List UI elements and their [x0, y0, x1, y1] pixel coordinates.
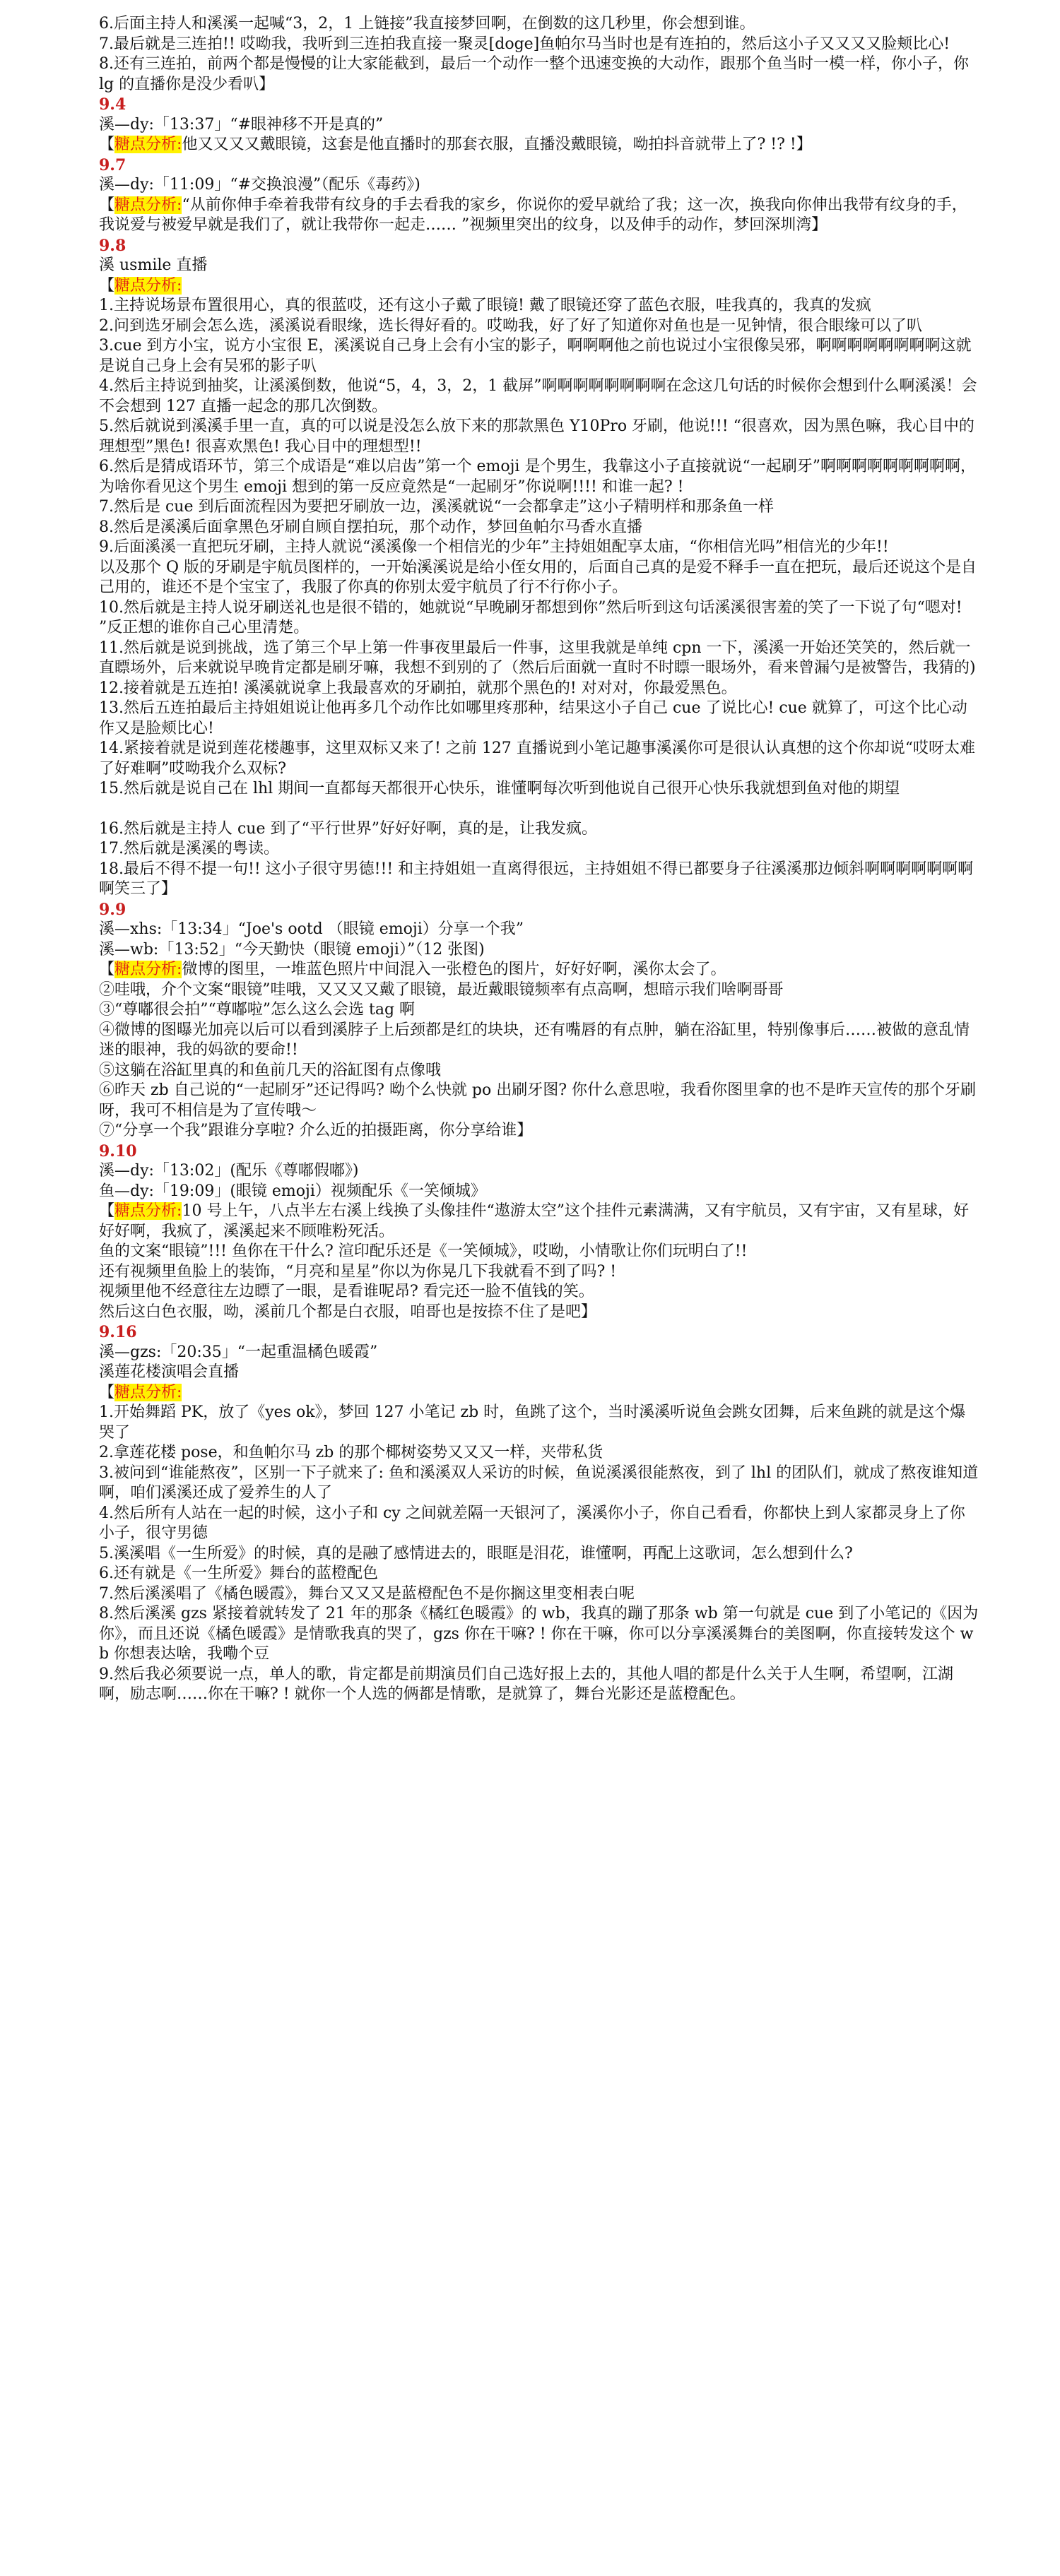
- analysis-label-colon: :: [177, 136, 182, 153]
- paragraph: 3.cue 到方小宝，说方小宝很 E，溪溪说自己身上会有小宝的影子，啊啊啊他之前也说过小宝很像吴邪，啊啊啊啊啊啊啊啊这就是说自己身上会有吴邪的影子叭: [99, 337, 972, 375]
- paragraph: ④微博的图曝光加亮以后可以看到溪脖子上后颈都是红的块块，还有嘴唇的有点肿，躺在浴缸里，特别像事后……被做的意乱情迷的眼神，我的妈欲的要命!!: [99, 1021, 970, 1059]
- paragraph: 18.最后不得不提一句!! 这小子很守男德!!! 和主持姐姐一直离得很远，主持姐姐不得已都要身子往溪溪那边倾斜啊啊啊啊啊啊啊啊笑三了】: [99, 860, 974, 898]
- analysis-label-colon: :: [177, 961, 182, 978]
- paragraph: 1.开始舞蹈 PK，放了《yes ok》，梦回 127 小笔记 zb 时，鱼跳了这个，当时溪溪听说鱼会跳女团舞，后来鱼跳的就是这个爆哭了: [99, 1403, 966, 1442]
- paragraph: 3.被问到“谁能熬夜”，区别一下子就来了: 鱼和溪溪双人采访的时候，鱼说溪溪很能熬夜，到了 lhl 的团队们，就成了熬夜谁知道啊，咱们溪溪还成了爱养生的人了: [99, 1464, 979, 1502]
- paragraph: 溪—xhs:「13:34」“Joe's ootd （眼镜 emoji）分享一个我”: [99, 920, 524, 938]
- paragraph: 6.后面主持人和溪溪一起喊“3，2，1 上链接”我直接梦回啊，在倒数的这几秒里，你会想到谁。: [99, 15, 755, 32]
- paragraph: 4.然后所有人站在一起的时候，这小子和 cy 之间就差隔一天银河了，溪溪你小子，你自己看看，你都快上到人家都灵身上了你小子，很守男德: [99, 1504, 965, 1542]
- paragraph: 6.还有就是《一生所爱》舞台的蓝橙配色: [99, 1565, 378, 1582]
- analysis-paragraph: [99, 1201, 979, 1242]
- paragraph: 7.最后就是三连拍!! 哎呦我，我听到三连拍我直接一聚灵[doge]鱼帕尔马当时也是有连拍的，然后这小子又又又又脸颊比心!: [99, 35, 950, 53]
- paragraph: 9.后面溪溪一直把玩牙刷，主持人就说“溪溪像一个相信光的少年”主持姐姐配享太庙，“你相信光吗”相信光的少年!!: [99, 538, 889, 556]
- paragraph: 以及那个 Q 版的牙刷是宇航员图样的，一开始溪溪说是给小侄女用的，后面自己真的是爱不释手一直在把玩，最后还说这个是自己用的，谁还不是个宝宝了，我服了你真的你别太爱宇航员了行不行你小子。: [99, 558, 977, 596]
- bracket-open: 【: [99, 1202, 115, 1220]
- paragraph: 9.然后我必须要说一点，单人的歌，肯定都是前期演员们自己选好报上去的，其他人唱的都是什么关于人生啊，希望啊，江湖啊，励志啊……你在干嘛? ! 就你一个人选的俩都是情歌，是就算了，舞台光影还是蓝橙配色。: [99, 1665, 953, 1703]
- paragraph: 溪 usmile 直播: [99, 256, 208, 274]
- paragraph: ⑤这躺在浴缸里真的和鱼前几天的浴缸图有点像哦: [99, 1061, 442, 1079]
- paragraph: 6.然后是猜成语环节，第三个成语是“难以启齿”第一个 emoji 是个男生，我靠这小子直接就说“一起刷牙”啊啊啊啊啊啊啊啊啊，为啥你看见这个男生 emoji 想到的第一反应竟然是“一起刷牙”你说啊!!!! 和谁一起? !: [99, 458, 976, 496]
- analysis-label: 糖点分析: [114, 961, 177, 978]
- paragraph: ⑥昨天 zb 自己说的“一起刷牙”还记得吗? 呦个么快就 po 出刷牙图? 你什么意思啦，我看你图里拿的也不是昨天宣传的那个牙刷呀，我可不相信是为了宣传哦～: [99, 1081, 977, 1120]
- analysis-label: 糖点分析: [114, 1383, 177, 1401]
- date-heading: 9.8: [99, 236, 126, 255]
- paragraph: 4.然后主持说到抽奖，让溪溪倒数，他说“5，4，3，2，1 截屏”啊啊啊啊啊啊啊啊在念这几句话的时候你会想到什么啊溪溪！会不会想到 127 直播一起念的那几次倒数。: [99, 377, 977, 415]
- paragraph: 7.然后溪溪唱了《橘色暖霞》，舞台又又又是蓝橙配色不是你搁这里变相表白呢: [99, 1584, 635, 1603]
- paragraph: 1.主持说场景布置很用心，真的很蓝哎，还有这小子戴了眼镜! 戴了眼镜还穿了蓝色衣服，哇我真的，我真的发疯: [99, 297, 871, 314]
- paragraph: 溪—dy:「13:37」“#眼神移不开是真的”: [99, 115, 384, 133]
- analysis-paragraph: [99, 960, 979, 980]
- paragraph: 鱼—dy:「19:09」(眼镜 emoji）视频配乐《一笑倾城》: [99, 1182, 486, 1200]
- paragraph: 8.然后溪溪 gzs 紧接着就转发了 21 年的那条《橘红色暖霞》的 wb，我真的蹦了那条 wb 第一句就是 cue 到了小笔记的《因为你》，而且还说《橘色暖霞》是情歌我真的哭了，gzs 你在干嘛? ! 你在干嘛，你可以分享溪溪舞台的美图啊，你直接转发这个 wb 你想表达啥，我嘞个豆: [99, 1605, 979, 1663]
- analysis-paragraph: [99, 135, 979, 155]
- analysis-label: 糖点分析: [114, 136, 177, 153]
- paragraph: ⑦“分享一个我”跟谁分享啦? 介么近的拍摄距离，你分享给谁】: [99, 1122, 533, 1139]
- paragraph: 溪—gzs:「20:35」“一起重温橘色暖霞”: [99, 1343, 378, 1361]
- bracket-open: 【: [99, 961, 115, 978]
- paragraph: 5.溪溪唱《一生所爱》的时候，真的是融了感情进去的，眼眶是泪花，谁懂啊，再配上这歌词，怎么想到什么?: [99, 1544, 853, 1562]
- date-heading: 9.7: [99, 155, 126, 174]
- paragraph: 11.然后就是说到挑战，选了第三个早上第一件事夜里最后一件事，这里我就是单纯 cpn 一下，溪溪一开始还笑笑的，然后就一直瞟场外，后来就说早晚肯定都是刷牙嘛，我想不到别的了（然后后面就一直时不时瞟一眼场外，看来曾漏勺是被警告，我猜的): [99, 639, 976, 677]
- paragraph: 溪莲花楼演唱会直播: [99, 1363, 240, 1381]
- paragraph: 然后这白色衣服，呦，溪前几个都是白衣服，咱哥也是按捺不住了是吧】: [99, 1302, 597, 1321]
- analysis-label: 糖点分析: [114, 1202, 177, 1220]
- analysis-paragraph: [99, 276, 979, 297]
- paragraph: 13.然后五连拍最后主持姐姐说让他再多几个动作比如哪里疼那种，结果这小子自己 cue 了说比心! cue 就算了，可这个比心动作又是脸颊比心!: [99, 699, 967, 737]
- paragraph: 鱼的文案“眼镜”!!! 鱼你在干什么? 渲印配乐还是《一笑倾城》，哎呦，小情歌让你们玩明白了!!: [99, 1242, 748, 1260]
- date-heading: 9.16: [99, 1323, 137, 1341]
- paragraph: 2.问到选牙刷会怎么选，溪溪说看眼缘，选长得好看的。哎呦我，好了好了知道你对鱼也是一见钟情，很合眼缘可以了叭: [99, 316, 922, 335]
- analysis-label-colon: :: [177, 1383, 182, 1401]
- bracket-open: 【: [99, 1383, 115, 1401]
- bracket-open: 【: [99, 136, 115, 153]
- paragraph: 溪—wb:「13:52」“今天勤快（眼镜 emoji）”（12 张图): [99, 940, 485, 958]
- paragraph: 还有视频里鱼脸上的装饰，“月亮和星星”你以为你晃几下我就看不到了吗? !: [99, 1262, 617, 1281]
- paragraph: 视频里他不经意往左边瞟了一眼，是看谁呢昂? 看完还一脸不值钱的笑。: [99, 1283, 594, 1300]
- analysis-paragraph: [99, 196, 979, 236]
- analysis-text: 微博的图里，一堆蓝色照片中间混入一张橙色的图片，好好好啊，溪你太会了。: [182, 961, 726, 978]
- document-body: [99, 14, 979, 1705]
- paragraph: 10.然后就是主持人说牙刷送礼也是很不错的，她就说“早晚刷牙都想到你”然后听到这句话溪溪很害羞的笑了一下说了句“嗯对! ”反正想的谁你自己心里清楚。: [99, 598, 962, 636]
- paragraph: 5.然后就说到溪溪手里一直，真的可以说是没怎么放下来的那款黑色 Y10Pro 牙刷，他说!!! “很喜欢，因为黑色嘛，我心目中的理想型”黑色! 很喜欢黑色! 我心目中的理想型!!: [99, 417, 974, 456]
- date-heading: 9.9: [99, 900, 126, 919]
- analysis-label-colon: :: [177, 196, 182, 214]
- date-heading: 9.4: [99, 95, 126, 114]
- paragraph: 溪—dy:「13:02」(配乐《尊嘟假嘟》): [99, 1162, 359, 1180]
- paragraph: 16.然后就是主持人 cue 到了“平行世界”好好好啊，真的是，让我发疯。: [99, 819, 597, 838]
- paragraph: 15.然后就是说自己在 lhl 期间一直都每天都很开心快乐，谁懂啊每次听到他说自己很开心快乐我就想到鱼对他的期望: [99, 780, 900, 797]
- analysis-label-colon: :: [177, 1202, 182, 1220]
- date-heading: 9.10: [99, 1141, 137, 1161]
- analysis-label: 糖点分析: [114, 276, 177, 295]
- analysis-text: 他又又又又戴眼镜，这套是他直播时的那套衣服，直播没戴眼镜，呦拍抖音就带上了? !? !】: [182, 136, 812, 153]
- paragraph: 2.拿莲花楼 pose，和鱼帕尔马 zb 的那个椰树姿势又又又一样，夹带私货: [99, 1444, 603, 1461]
- analysis-paragraph: [99, 1383, 979, 1403]
- paragraph: ②哇哦，介个文案“眼镜”哇哦，又又又又戴了眼镜，最近戴眼镜频率有点高啊，想暗示我们啥啊哥哥: [99, 980, 784, 999]
- paragraph-gap: [99, 800, 979, 819]
- analysis-label-colon: :: [177, 276, 182, 295]
- bracket-open: 【: [99, 196, 115, 214]
- paragraph: ③“尊嘟很会拍”“尊嘟啦”怎么这么会选 tag 啊: [99, 1001, 416, 1019]
- paragraph: 7.然后是 cue 到后面流程因为要把牙刷放一边，溪溪就说“一会都拿走”这小子精明样和那条鱼一样: [99, 498, 774, 516]
- paragraph: 17.然后就是溪溪的粤读。: [99, 840, 279, 857]
- paragraph: 溪—dy:「11:09」“#交换浪漫”（配乐《毒药》): [99, 176, 420, 194]
- analysis-label: 糖点分析: [114, 196, 177, 214]
- paragraph: 12.接着就是五连拍! 溪溪就说拿上我最喜欢的牙刷拍，就那个黑色的! 对对对，你最爱黑色。: [99, 679, 737, 697]
- paragraph: 8.然后是溪溪后面拿黑色牙刷自顾自摆拍玩，那个动作，梦回鱼帕尔马香水直播: [99, 518, 642, 536]
- analysis-text: 10 号上午，八点半左右溪上线换了头像挂件“遨游太空”这个挂件元素满满，又有宇航员，又有宇宙，又有星球，好好好啊，我疯了，溪溪起来不顾唯粉死活。: [99, 1202, 969, 1240]
- paragraph: 8.还有三连拍，前两个都是慢慢的让大家能截到，最后一个动作一整个迅速变换的大动作，跟那个鱼当时一模一样，你小子，你 lg 的直播你是没少看叭】: [99, 55, 969, 93]
- bracket-open: 【: [99, 276, 115, 295]
- paragraph: 14.紧接着就是说到莲花楼趣事，这里双标又来了! 之前 127 直播说到小笔记趣事溪溪你可是很认认真想的这个你却说“哎呀太难了好难啊”哎呦我介么双标?: [99, 740, 976, 778]
- analysis-text: “从前你伸手牵着我带有纹身的手去看我的家乡，你说你的爱早就给了我；这一次，换我向你伸出我带有纹身的手，我说爱与被爱早就是我们了，就让我带你一起走…… ”视频里突出的纹身，以及伸手的动作，梦回深圳湾】: [99, 196, 967, 234]
